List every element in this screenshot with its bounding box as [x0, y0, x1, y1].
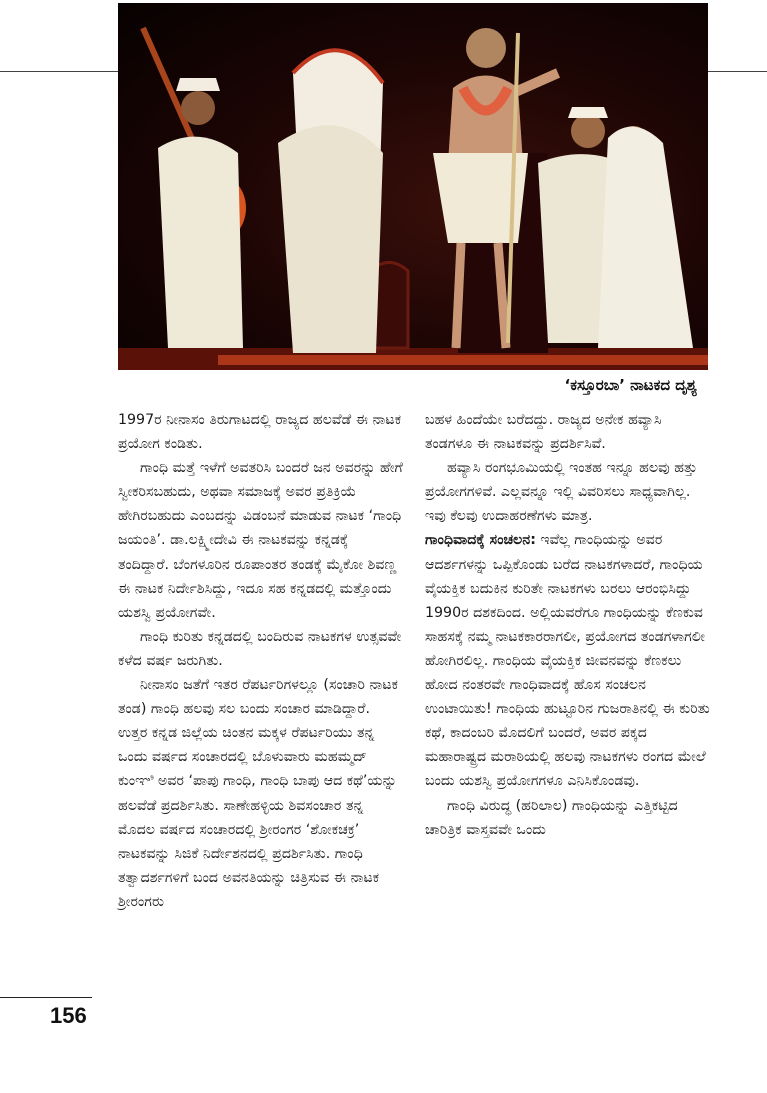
stage-scene-illustration — [118, 3, 708, 370]
paragraph: ಗಾಂಧಿ ಕುರಿತು ಕನ್ನಡದಲ್ಲಿ ಬಂದಿರುವ ನಾಟಕಗಳ ಉತ್ಸವವೇ ಕಳೆದ ವರ್ಷ ಜರುಗಿತು. — [118, 628, 402, 669]
page-number: 156 — [50, 1003, 87, 1028]
section-lead-heading: ಗಾಂಧಿವಾದಕ್ಕೆ ಸಂಚಲನ: — [425, 532, 536, 549]
figure-woman-right — [598, 126, 693, 348]
paragraph-text: ಇವೆಲ್ಲ ಗಾಂಧಿಯನ್ನು ಅವರ ಆದರ್ಶಗಳನ್ನು ಒಪ್ಪಿಕೊಂಡು ಬರೆದ ನಾಟಕಗಳಾದರೆ, ಗಾಂಧಿಯ ವೈಯಕ್ತಿಕ ಬದುಕಿನ ಕುರಿತೇ ನಾಟಕಗಳು ಬರಲು ಆರಂಭಿಸಿದ್ದು 1990ರ ದಶಕದಿಂದ. ಅಲ್ಲಿಯವರೆಗೂ ಗಾಂಧಿಯನ್ನು ಕೆಣಕುವ ಸಾಹಸಕ್ಕೆ ನಮ್ಮ ನಾಟಕಕಾರರಾಗಲೀ, ಪ್ರಯೋಗದ ತಂಡಗಳಾಗಲೀ ಹೋಗಿರಲಿಲ್ಲ. ಗಾಂಧಿಯ ವೈಯಕ್ತಿಕ ಜೀವನವನ್ನು ಕೆಣಕಲು ಹೋದ ನಂತರವೇ ಗಾಂಧಿವಾದಕ್ಕೆ ಹೊಸ ಸಂಚಲನ ಉಂಟಾಯಿತು! ಗಾಂಧಿಯ ಹುಟ್ಟೂರಿನ ಗುಜರಾತಿನಲ್ಲಿ ಈ ಕುರಿತು ಕಥೆ, ಕಾದಂಬರಿ ಮೊದಲಿಗೆ ಬಂದರೆ, ಅವರ ಪಕ್ಕದ ಮಹಾರಾಷ್ಟ್ರದ ಮರಾಠಿಯಲ್ಲಿ ಹಲವು ನಾಟಕಗಳು ರಂಗದ ಮೇಲೆ ಬಂದು ಯಶಸ್ವಿ ಪ್ರಯೋಗಗಳೂ ಎನಿಸಿಕೊಂಡವು. — [425, 532, 710, 790]
footer-rule — [0, 997, 92, 998]
header-rule-right — [708, 71, 767, 72]
paragraph: ಗಾಂಧಿ ವಿರುದ್ಧ (ಹರಿಲಾಲ) ಗಾಂಧಿಯನ್ನು ಎತ್ತಿಕಟ್ಟಿದ ಚಾರಿತ್ರಿಕ ವಾಸ್ತವವೇ ಒಂದು — [425, 797, 678, 838]
header-rule-left — [0, 71, 118, 72]
paragraph: ನೀನಾಸಂ ಜತೆಗೆ ಇತರ ರೆಪರ್ಟರಿಗಳಲ್ಲೂ (ಸಂಚಾರಿ ನಾಟಕ ತಂಡ) ಗಾಂಧಿ ಹಲವು ಸಲ ಬಂದು ಸಂಚಾರ ಮಾಡಿದ್ದಾರೆ. ಉತ್ತರ ಕನ್ನಡ ಜಿಲ್ಲೆಯ ಚಿಂತನ ಮಕ್ಕಳ ರೆಪರ್ಟರಿಯು ತನ್ನ ಒಂದು ವರ್ಷದ ಸಂಚಾರದಲ್ಲಿ ಬೊಳುವಾರು ಮಹಮ್ಮದ್ ಕುಂಞಿ ಅವರ ‘ಪಾಪು ಗಾಂಧಿ, ಗಾಂಧಿ ಬಾಪು ಆದ ಕಥೆ’ಯನ್ನು ಹಲವೆಡೆ ಪ್ರದರ್ಶಿಸಿತು. ಸಾಣೇಹಳ್ಳಿಯ ಶಿವಸಂಚಾರ ತನ್ನ ಮೊದಲ ವರ್ಷದ ಸಂಚಾರದಲ್ಲಿ ಶ್ರೀರಂಗರ ‘ಶೋಕಚಕ್ರ’ ನಾಟಕವನ್ನು ಸಿಜಿಕೆ ನಿರ್ದೇಶನದಲ್ಲಿ ಪ್ರದರ್ಶಿಸಿತು. ಗಾಂಧಿ ತತ್ವಾದರ್ಶಗಳಿಗೆ ಬಂದ ಅವನತಿಯನ್ನು ಚಿತ್ರಿಸುವ ಈ ನಾಟಕ ಶ್ರೀರಂಗರು — [118, 677, 399, 910]
article-column-left — [118, 408, 403, 914]
article-column-right — [425, 408, 710, 842]
figure-woman-left — [278, 50, 383, 353]
paragraph — [425, 528, 710, 793]
figure-musician — [143, 28, 246, 348]
paragraph: 1997ರ ನೀನಾಸಂ ತಿರುಗಾಟದಲ್ಲಿ ರಾಜ್ಯದ ಹಲವೆಡೆ ಈ ನಾಟಕ ಪ್ರಯೋಗ ಕಂಡಿತು. — [118, 412, 402, 453]
stage-photo — [118, 3, 708, 370]
paragraph: ಹವ್ಯಾಸಿ ರಂಗಭೂಮಿಯಲ್ಲಿ ಇಂತಹ ಇನ್ನೂ ಹಲವು ಹತ್ತು ಪ್ರಯೋಗಗಳಿವೆ. ಎಲ್ಲವನ್ನೂ ಇಲ್ಲಿ ವಿವರಿಸಲು ಸಾಧ್ಯವಾಗಿಲ್ಲ. ಇವು ಕೆಲವು ಉದಾಹರಣೆಗಳು ಮಾತ್ರ. — [425, 460, 698, 525]
paragraph: ಬಹಳ ಹಿಂದೆಯೇ ಬರೆದದ್ದು. ರಾಜ್ಯದ ಅನೇಕ ಹವ್ಯಾಸಿ ತಂಡಗಳೂ ಈ ನಾಟಕವನ್ನು ಪ್ರದರ್ಶಿಸಿವೆ. — [425, 412, 662, 453]
photo-caption: ‘ಕಸ್ತೂರಬಾ’ ನಾಟಕದ ದೃಶ್ಯ — [564, 376, 697, 394]
paragraph: ಗಾಂಧಿ ಮತ್ತೆ ಇಳೆಗೆ ಅವತರಿಸಿ ಬಂದರೆ ಜನ ಅವರನ್ನು ಹೇಗೆ ಸ್ವೀಕರಿಸಬಹುದು, ಅಥವಾ ಸಮಾಜಕ್ಕೆ ಅವರ ಪ್ರತಿಕ್ರಿಯೆ ಹೇಗಿರಬಹುದು ಎಂಬದನ್ನು ವಿಡಂಬನೆ ಮಾಡುವ ನಾಟಕ ‘ಗಾಂಧಿ ಜಯಂತಿ’. ಡಾ.ಲಕ್ಷ್ಮೀದೇವಿ ಈ ನಾಟಕವನ್ನು ಕನ್ನಡಕ್ಕೆ ತಂದಿದ್ದಾರೆ. ಬೆಂಗಳೂರಿನ ರೂಪಾಂತರ ತಂಡಕ್ಕೆ ಮೈಕೋ ಶಿವಣ್ಣ ಈ ನಾಟಕ ನಿರ್ದೇಶಿಸಿದ್ದು, ಇದೂ ಸಹ ಕನ್ನಡದಲ್ಲಿ ಮತ್ತೊಂದು ಯಶಸ್ವಿ ಪ್ರಯೋಗವೇ. — [118, 460, 403, 621]
